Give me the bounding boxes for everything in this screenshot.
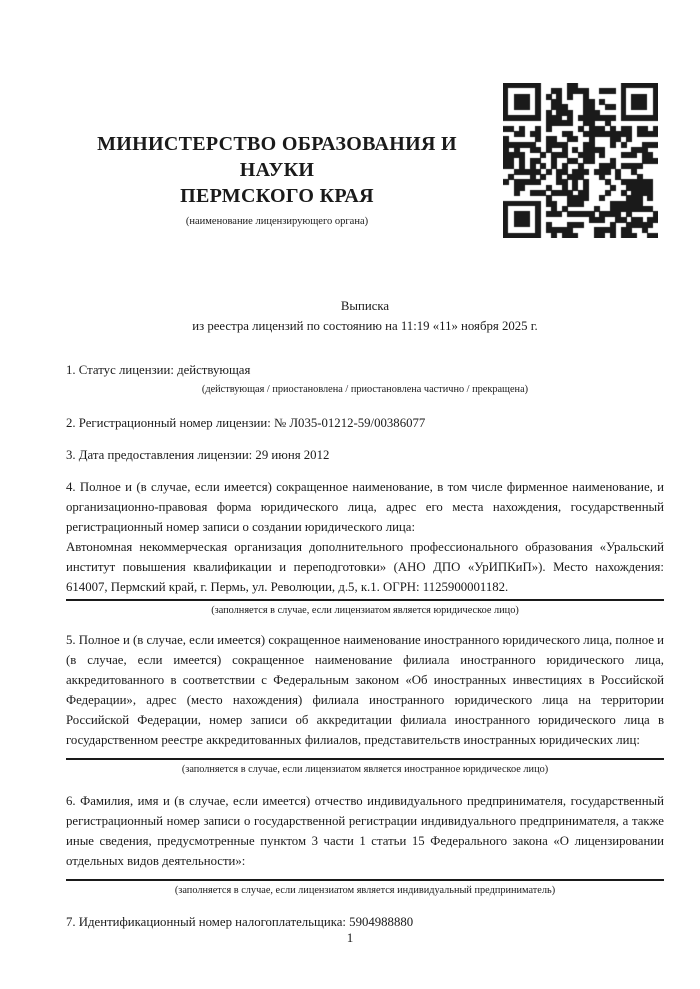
foreign-entity-caption: (заполняется в случае, если лицензиатом является иностранное юридическое лицо) xyxy=(181,764,549,775)
section-registration-number: 2. Регистрационный номер лицензии: № Л035-01212-59/00386077 xyxy=(66,416,426,430)
document-body xyxy=(66,296,664,932)
blank-field-line xyxy=(66,758,664,760)
entrepreneur-caption: (заполняется в случае, если лицензиатом является индивидуальный предприниматель) xyxy=(174,885,556,896)
qr-code-icon xyxy=(503,83,658,238)
foreign-entity-text: 5. Полное и (в случае, если имеется) сокращенное наименование иностранного юридического лица, полное и (в случае, если имеется) сокращенное наименование филиала иностранного юридического лица, аккредитованного в соответствии с Федеральным законом «Об иностранных инвестициях в Российской Федерации», адрес (место нахождения) филиала иностранного юридического лица на территории Российской Федерации, номер записи об аккредитации филиала иностранного юридического лица в государственном реестре аккредитованных филиалов, представительств иностранных юридических лиц: xyxy=(66,633,664,747)
legal-entity-intro: 4. Полное и (в случае, если имеется) сокращенное наименование, в том числе фирменное наименование, и организационно-правовая форма юридического лица, адрес его места нахождения, государственный регистрационный номер записи о создании юридического лица: xyxy=(66,480,664,534)
blank-field-line xyxy=(66,599,664,601)
section-foreign-entity xyxy=(66,630,664,777)
ministry-name-line1: МИНИСТЕРСТВО ОБРАЗОВАНИЯ И НАУКИ xyxy=(97,133,457,181)
section-grant-date: 3. Дата предоставления лицензии: 29 июня 2012 xyxy=(66,448,330,462)
legal-entity-caption: (заполняется в случае, если лицензиатом является юридическое лицо) xyxy=(211,605,519,616)
section-legal-entity xyxy=(66,477,664,618)
ministry-name-line2: ПЕРМСКОГО КРАЯ xyxy=(180,185,374,207)
section-taxpayer-id: 7. Идентификационный номер налогоплательщика: 5904988880 xyxy=(66,915,414,929)
page-number: 1 xyxy=(346,930,354,945)
licensing-authority-header xyxy=(66,131,488,228)
ministry-name xyxy=(66,131,488,209)
blank-field-line xyxy=(66,879,664,881)
entrepreneur-text: 6. Фамилия, имя и (в случае, если имеется) отчество индивидуального предпринимателя, государственный регистрационный номер записи о государственной регистрации индивидуального предпринимателя, а также иные сведения, предусмотренные пунктом 3 части 1 статьи 15 Федерального закона «О лицензировании отдельных видов деятельности»: xyxy=(66,794,664,868)
document-title-line2: из реестра лицензий по состоянию на 11:19 «11» ноября 2025 г. xyxy=(192,319,538,333)
section-license-status: 1. Статус лицензии: действующая xyxy=(66,363,251,377)
authority-caption: (наименование лицензирующего органа) xyxy=(185,216,369,227)
status-options-caption: (действующая / приостановлена / приостановлена частично / прекращена) xyxy=(201,384,529,395)
document-title xyxy=(66,296,664,336)
section-individual-entrepreneur xyxy=(66,791,664,898)
document-title-line1: Выписка xyxy=(340,299,390,313)
legal-entity-value: Автономная некоммерческая организация дополнительного профессионального образования «Уральский институт повышения квалификации и переподготовки» (АНО ДПО «УрИПКиП»). Место нахождения: 614007, Пермский край, г. Пермь, ул. Революции, д.5, к.1. ОГРН: 1125900001182. xyxy=(66,540,664,594)
